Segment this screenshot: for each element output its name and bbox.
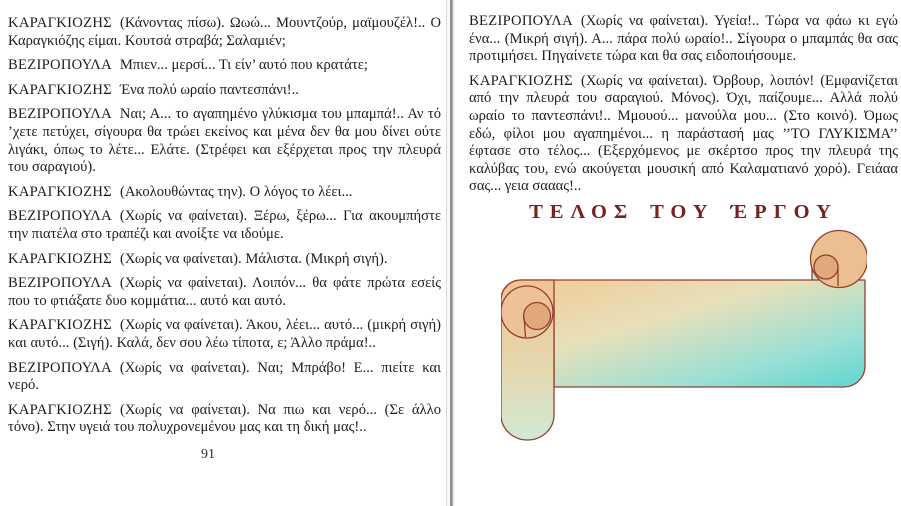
dialogue-text: (Χωρίς να φαίνεται). Να πιω και νερό... (Σε άλλο τόνο). Στην υγειά του πολυχρονεμένου μας και τη δική μας!..: [8, 401, 441, 436]
dialogue-paragraph: [8, 317, 441, 352]
dialogue-paragraph: [8, 251, 441, 269]
dialogue-paragraph: [8, 360, 441, 395]
dialogue-text: Ναι; Α... το αγαπημένο γλύκισμα του μπαμπά!.. Αν τό ’χετε πετύχει, σίγουρα θα τρώει εκείνος και μένα δεν θα μου δίνει ούτε λιγάκι, όπως το λέτε... Ελάτε. (Στρέφει και εξέρχεται προς την πλευρά του σαραγιού).: [8, 106, 441, 176]
dialogue-text: (Χωρίς να φαίνεται). Υγεία!.. Τώρα να φάω κι εγώ ένα... (Μικρή σιγή). Α... πάρα πολύ ωραίο!.. Σίγουρα ο μπαμπάς θα σας προτιμήσει. Πηγαίνετε τώρα και θα σας ειδοποιήσουμε.: [469, 13, 898, 65]
speaker-name: ΒΕΖΙΡΟΠΟΥΛΑ: [469, 13, 573, 29]
book-gutter: [444, 0, 460, 506]
speaker-name: ΒΕΖΙΡΟΠΟΥΛΑ: [8, 57, 112, 74]
dialogue-paragraph: [8, 106, 441, 176]
speaker-name: ΚΑΡΑΓΚΙΟΖΗΣ: [8, 317, 112, 334]
dialogue-text: (Χωρίς να φαίνεται). Άκου, λέει... αυτό... (μικρή σιγή) και αυτό... (Σιγή). Καλά, δεν σου λέω τίποτα, ε; Άλλο πράμα!..: [8, 317, 441, 351]
dialogue-paragraph: [8, 208, 441, 243]
scroll-banner-svg: [501, 229, 867, 441]
dialogue-text: Ένα πολύ ωραίο παντεσπάνι!..: [119, 81, 299, 98]
speaker-name: ΒΕΖΙΡΟΠΟΥΛΑ: [8, 275, 112, 292]
dialogue-paragraph: [8, 184, 441, 202]
speaker-name: ΚΑΡΑΓΚΙΟΖΗΣ: [469, 72, 573, 89]
right-text-column: [469, 13, 898, 203]
speaker-name: ΚΑΡΑΓΚΙΟΖΗΣ: [8, 15, 112, 31]
dialogue-text: (Ακολουθώντας την). Ο λόγος το λέει...: [119, 183, 353, 200]
speaker-name: ΚΑΡΑΓΚΙΟΖΗΣ: [8, 250, 112, 267]
dialogue-text: (Χωρίς να φαίνεται). Λοιπόν... θα φάτε πρώτα εσείς που το φτιάξατε δυο κομμάτια... αυτό και αυτό.: [8, 275, 441, 309]
dialogue-paragraph: [469, 73, 898, 196]
page-right: [460, 0, 901, 506]
dialogue-paragraph: [8, 15, 441, 50]
end-title: ΤΕΛΟΣ ΤΟΥ ΈΡΓΟΥ: [529, 201, 838, 223]
dialogue-text: (Χωρίς να φαίνεται). Όρβουρ, λοιπόν! (Εμφανίζεται από την πλευρά του σαραγιού. Μόνος). Όχι, παίζουμε... Αλλά πολύ ωραίο το παντεσπάνι!.. Μμουού... μανούλα μου... (Στο κοινό). Όμως εδώ, φίλοι μου αγαπημένοι... η παράστασή μας ’’ΤΟ ΓΛΥΚΙΣΜΑ’’ έφτασε στο τέλος... (Εξερχόμενος με σκέρτσο προς την πλευρά της καλύβας του, ενώ ακούγεται μουσική από Καλαματιανό χορό). Γειάαα σας... γεια σααας!..: [469, 72, 898, 195]
scroll-band: [501, 280, 865, 387]
speaker-name: ΚΑΡΑΓΚΙΟΖΗΣ: [8, 401, 112, 418]
scroll-right-curl-core: [814, 255, 838, 279]
speaker-name: ΒΕΖΙΡΟΠΟΥΛΑ: [8, 208, 112, 225]
speaker-name: ΚΑΡΑΓΚΙΟΖΗΣ: [8, 183, 112, 200]
dialogue-paragraph: [8, 57, 441, 75]
left-text-column: [8, 15, 441, 444]
page-number: 91: [201, 447, 215, 462]
scroll-banner-graphic: [469, 229, 898, 441]
dialogue-text: (Χωρίς να φαίνεται). Ναι; Μπράβο! Ε... πιείτε και νερό.: [8, 359, 441, 394]
dialogue-paragraph: [469, 13, 898, 66]
page-left: [0, 0, 444, 506]
scroll-left-curl-core: [523, 303, 550, 330]
dialogue-text: Μπιεν... μερσί... Τι είν’ αυτό που κρατάτε;: [119, 57, 368, 74]
speaker-name: ΒΕΖΙΡΟΠΟΥΛΑ: [8, 359, 112, 376]
speaker-name: ΒΕΖΙΡΟΠΟΥΛΑ: [8, 106, 112, 123]
dialogue-paragraph: [8, 275, 441, 310]
dialogue-text: (Κάνοντας πίσω). Ωωώ... Μουντζούρ, μαϊμουζέλ!.. Ο Καραγκιόζης είμαι. Κουτσά στραβά; Σαλαμιέν;: [8, 15, 441, 49]
dialogue-text: (Χωρίς να φαίνεται). Ξέρω, ξέρω... Για ακουμπήστε την πιατέλα στο τραπέζι και ανοίξτε να ιδούμε.: [8, 208, 441, 242]
speaker-name: ΚΑΡΑΓΚΙΟΖΗΣ: [8, 81, 112, 98]
dialogue-paragraph: [8, 402, 441, 437]
dialogue-paragraph: [8, 82, 441, 100]
dialogue-text: (Χωρίς να φαίνεται). Μάλιστα. (Μικρή σιγή).: [119, 250, 388, 267]
